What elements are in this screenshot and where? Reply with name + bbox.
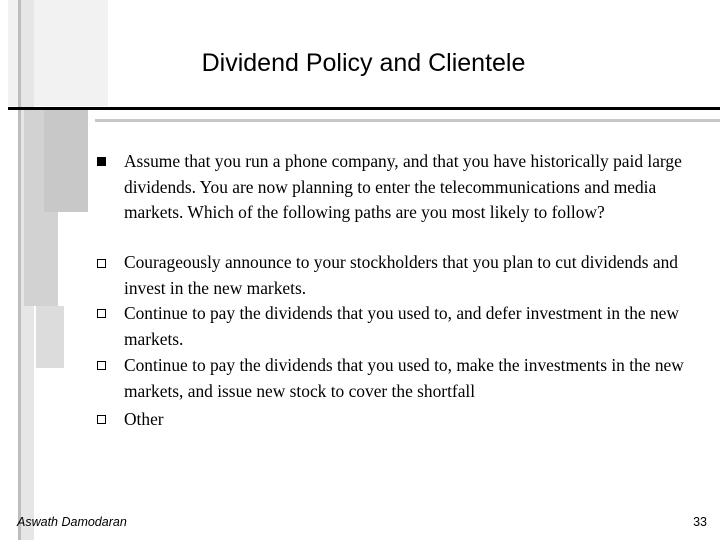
hollow-square-bullet-icon [97, 415, 106, 424]
decor-block-lower-square [36, 306, 64, 368]
title-divider-dark [8, 107, 720, 110]
page-number: 33 [693, 515, 707, 529]
hollow-square-bullet-icon [97, 309, 106, 318]
slide-title: Dividend Policy and Clientele [201, 49, 526, 77]
list-item-option-issue-stock: Continue to pay the dividends that you used to, make the investments in the new markets, and issue new stock to cover the shortfall [124, 355, 684, 401]
hollow-square-bullet-icon [97, 259, 106, 268]
title-divider-light [95, 119, 720, 122]
decor-block-inner-square [44, 110, 88, 212]
decor-block-tall-strip [18, 0, 21, 540]
list-item-question: Assume that you run a phone company, and that you have historically paid large dividends. You are now planning to enter the telecommunications and media markets. Which of the following paths are you most likely to follow? [124, 151, 682, 223]
filled-square-bullet-icon [97, 157, 106, 166]
list-item-option-cut-dividends: Courageously announce to your stockholders that you plan to cut dividends and invest in the new markets. [124, 252, 678, 298]
list-item-option-other: Other [124, 409, 164, 429]
list-item-option-defer-investment: Continue to pay the dividends that you used to, and defer investment in the new markets. [124, 303, 679, 349]
footer-author: Aswath Damodaran [17, 515, 127, 529]
hollow-square-bullet-icon [97, 361, 106, 370]
